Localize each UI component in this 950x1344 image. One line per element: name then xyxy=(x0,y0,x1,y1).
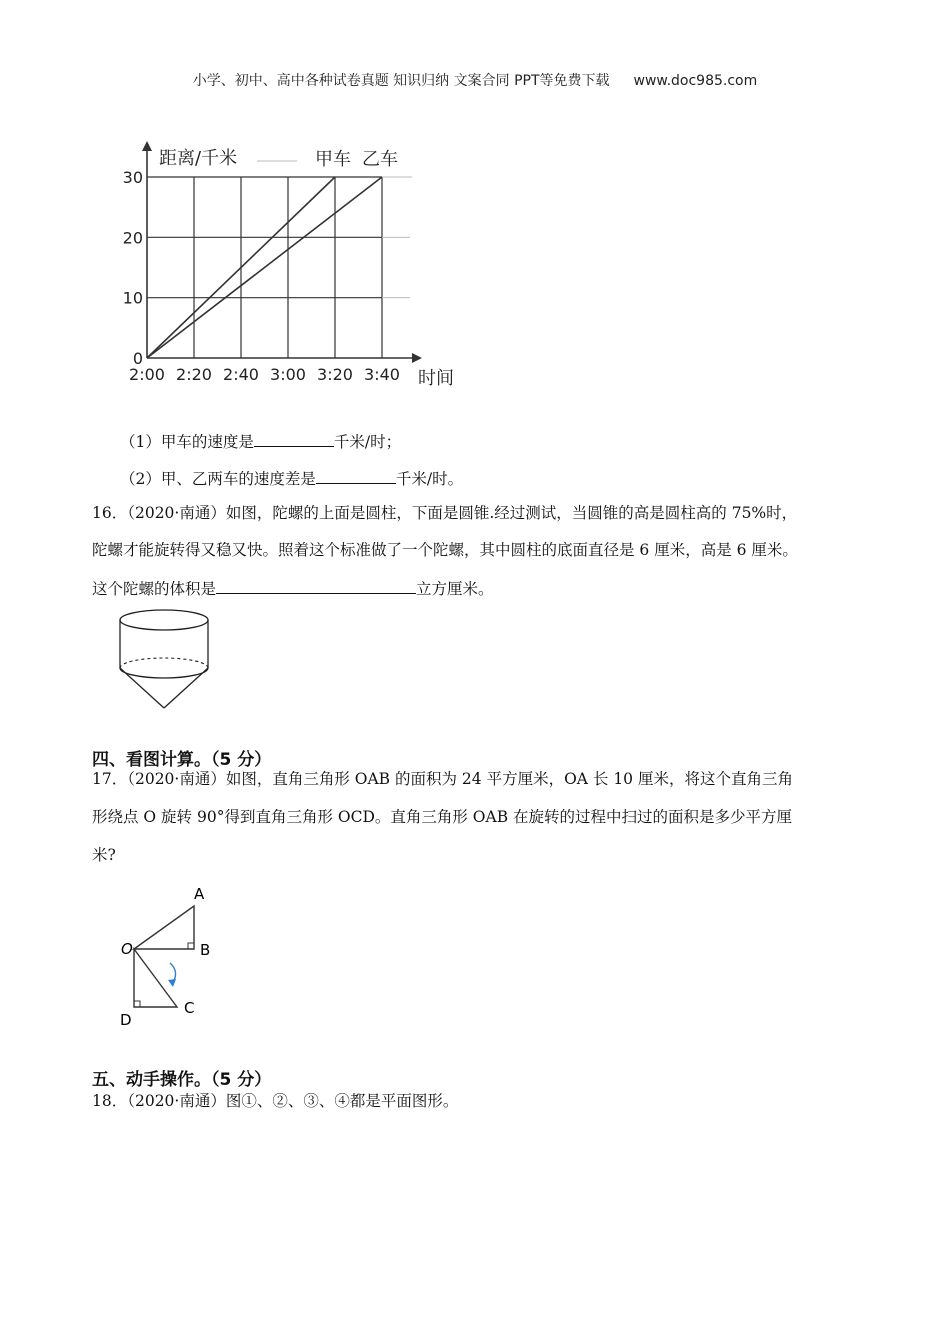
triangle-oab xyxy=(134,906,194,949)
q16-line3 xyxy=(92,577,494,599)
x-tick-label: 2:40 xyxy=(223,365,259,384)
right-angle-mark-b xyxy=(188,943,194,949)
cylinder-base-back xyxy=(120,658,208,668)
q16-line2: 陀螺才能旋转得又稳又快。照着这个标准做了一个陀螺，其中圆柱的底面直径是 6 厘米，高是 6 厘米。 xyxy=(92,541,798,559)
x-tick-label: 2:20 xyxy=(176,365,212,384)
y-tick-label: 20 xyxy=(122,228,143,248)
y-tick-label: 10 xyxy=(122,288,143,308)
q15-p2-after: 千米/时。 xyxy=(395,470,464,488)
header-text: 小学、初中、高中各种试卷真题 知识归纳 文案合同 PPT等免费下载 xyxy=(192,73,610,89)
q15-p1-before: （1）甲车的速度是 xyxy=(120,433,254,451)
x-axis-label: 时间 xyxy=(418,368,454,389)
q16-line3-after: 立方厘米。 xyxy=(416,580,494,598)
section-4-title: 四、看图计算。（5 分） xyxy=(92,750,272,770)
y-axis-label: 距离/千米 xyxy=(159,148,238,169)
x-tick-label: 3:00 xyxy=(270,365,306,384)
cylinder-top-ellipse xyxy=(120,610,208,630)
distance-time-chart xyxy=(120,135,480,395)
triangle-ocd xyxy=(134,949,177,1007)
rotation-triangle-figure xyxy=(115,880,225,1030)
q15-p2-before: （2）甲、乙两车的速度差是 xyxy=(120,470,316,488)
cylinder-base-front xyxy=(120,668,208,678)
x-tick-label: 2:00 xyxy=(129,365,165,384)
label-a: A xyxy=(194,885,205,903)
header-site: www.doc985.com xyxy=(633,73,758,89)
y-tick-label: 0 xyxy=(132,349,143,368)
q17-line3: 米? xyxy=(92,846,116,864)
y-axis-arrow xyxy=(142,141,152,151)
label-c: C xyxy=(184,999,195,1017)
q15-answer-blank-2[interactable] xyxy=(316,467,396,484)
q18-line1: 18．（2020·南通）图①、②、③、④都是平面图形。 xyxy=(92,1092,459,1110)
page-header xyxy=(0,70,950,90)
series-line-2 xyxy=(147,177,382,358)
q17-line2: 形绕点 O 旋转 90°得到直角三角形 OCD。直角三角形 OAB 在旋转的过程中扫过的面积是多少平方厘 xyxy=(92,808,793,826)
label-d: D xyxy=(120,1011,132,1029)
cone-right-edge xyxy=(164,668,208,708)
q15-p1-after: 千米/时； xyxy=(333,433,402,451)
label-o: O xyxy=(121,940,133,958)
section-5-title: 五、动手操作。（5 分） xyxy=(92,1070,272,1090)
q17-line1: 17．（2020·南通）如图，直角三角形 OAB 的面积为 24 平方厘米，OA 长 10 厘米，将这个直角三角 xyxy=(92,770,793,788)
q16-line1: 16．（2020·南通）如图，陀螺的上面是圆柱，下面是圆锥.经过测试，当圆锥的高是圆柱高的 75%时， xyxy=(92,504,798,522)
y-tick-label: 30 xyxy=(122,168,143,187)
x-tick-label: 3:20 xyxy=(317,365,353,384)
q16-line3-before: 这个陀螺的体积是 xyxy=(92,580,217,598)
q16-answer-blank[interactable] xyxy=(216,577,416,594)
series-label-1: 甲车 xyxy=(315,149,351,170)
q15-part2 xyxy=(120,467,463,489)
x-axis-arrow xyxy=(412,353,422,363)
q15-answer-blank-1[interactable] xyxy=(254,430,334,447)
cone-left-edge xyxy=(120,668,164,708)
label-b: B xyxy=(200,941,211,959)
rotation-arrow-head xyxy=(168,979,176,987)
spinning-top-figure xyxy=(112,605,217,715)
series-label-2: 乙车 xyxy=(362,149,398,170)
q15-part1 xyxy=(120,430,401,452)
x-tick-label: 3:40 xyxy=(364,365,400,384)
right-angle-mark-d xyxy=(134,1001,140,1007)
